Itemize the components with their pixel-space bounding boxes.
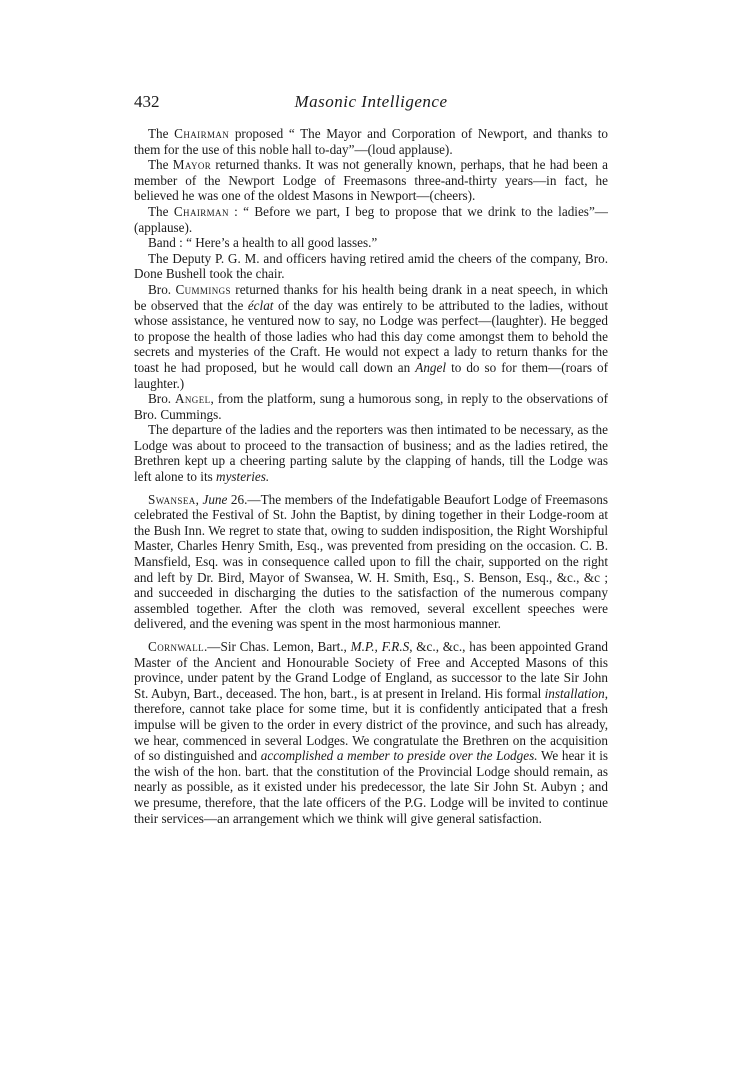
speaker-name: Cornwall (148, 639, 204, 654)
page-header (134, 92, 608, 118)
italic-text: June (202, 491, 228, 507)
text-segment: to do so for them—(roars of laughter.) (134, 359, 609, 391)
text-segment: , therefore, cannot take place for some time, but it is confidently anticipated that a fresh impulse will be given to the order in every district of the province, and such has already, we hear, commenced in several Lodges. We congratulate the Brethren on the acquisition of so distinguished and (134, 685, 608, 764)
italic-text: installation (544, 685, 605, 701)
paragraph-p7 (134, 391, 608, 422)
text-segment: Bro. (148, 281, 176, 297)
text-segment: proposed “ The Mayor and Corporation of Newport, and thanks to them for the use of this noble hall to-day”—(loud applause). (134, 126, 608, 157)
paragraph-p6 (134, 282, 608, 391)
speaker-name: Swansea (148, 491, 196, 507)
text-segment: , from the platform, sung a humorous song, in reply to the observations of Bro. Cummings. (134, 391, 609, 422)
speaker-name: Mayor (172, 157, 212, 173)
text-segment: returned thanks for his health being drank in a neat speech, in which be observed that the (134, 281, 608, 313)
text-segment: The (148, 126, 175, 141)
text-segment: .—Sir Chas. Lemon, Bart., (204, 639, 351, 654)
running-title: Masonic Intelligence (294, 92, 448, 111)
paragraph-p5 (134, 251, 608, 282)
italic-text: Angel (415, 359, 447, 375)
text-segment: , (195, 491, 203, 507)
page-number: 432 (134, 92, 160, 111)
text-segment: The (148, 157, 173, 173)
paragraph-p9 (134, 492, 608, 632)
speaker-name: Chairman (173, 203, 229, 219)
italic-text: M.P., F.R.S (350, 639, 410, 654)
article-body (134, 126, 608, 826)
text-segment: of the day was entirely to be attributed to the ladies, without whose assistance, he ventured now to say, no Lodge was perfect—(laughter). He begged to propose the health of those ladies who had this day come amongst them to behold the secrets and mysteries of the Craft. He would not expect a lady to return thanks for the toast he had proposed, but he would call down an (134, 297, 608, 375)
paragraph-p3 (134, 204, 608, 235)
text-segment: The departure of the ladies and the reporters was then intimated to be necessary, as the Lodge was about to proceed to the transaction of business; and as the ladies retired, the Brethren kept up a cheering parting salute by the clapping of hands, till the Lodge was left alone to its (134, 422, 608, 485)
speaker-name: Cummings (175, 281, 231, 297)
speaker-name: Angel (174, 391, 211, 407)
paragraph-p8 (134, 422, 608, 484)
paragraph-p4 (134, 235, 608, 251)
italic-text: éclat (247, 297, 274, 313)
text-segment: returned thanks. It was not generally known, perhaps, that he had been a member of the Newport Lodge of Freemasons three-and-thirty years—in fact, he believed he was one of the oldest Masons in Newport—(cheers). (134, 157, 608, 204)
paragraph-p2 (134, 157, 608, 204)
italic-text: accomplished a member to preside over the Lodges. (260, 748, 538, 764)
text-segment: 26.—The members of the Indefatigable Beaufort Lodge of Freemasons celebrated the Festival of St. John the Baptist, by dining together in their Lodge-room at the Bush Inn. We regret to state that, owing to sudden indisposition, the Right Worshipful Master, Charles Henry Smith, Esq., was prevented from presiding on the occasion. C. B. Mansfield, Esq. was in consequence called upon to fill the chair, supported on the right and left by Dr. Bird, Mayor of Swansea, W. H. Smith, Esq., S. Benson, Esq., &c., &c ; and succeeded in discharging the duties to the satisfaction of the numerous company assembled together. After the cloth was removed, several excellent speeches were delivered, and the evening was spent in the most harmonious manner. (134, 491, 609, 632)
paragraph-p10 (134, 639, 608, 826)
document-page (134, 92, 608, 826)
text-segment: We hear it is the wish of the hon. bart. that the constitution of the Provincial Lodge should remain, as nearly as possible, as it existed under his predecessor, the late Sir John St. Aubyn ; and we presume, therefore, that the late officers of the P.G. Lodge will be invited to continue their services—an arrangement which we think will give general satisfaction. (134, 748, 608, 826)
text-segment: Bro. (148, 391, 175, 407)
text-segment: Band : “ Here’s a health to all good lasses.” (148, 235, 378, 251)
italic-text: mysteries. (216, 469, 270, 485)
text-segment: The Deputy P. G. M. and officers having retired amid the cheers of the company, Bro. Done Bushell took the chair. (134, 250, 608, 282)
text-segment: : “ Before we part, I beg to propose that we drink to the ladies”—(applause). (134, 203, 608, 235)
paragraph-p1 (134, 126, 608, 157)
speaker-name: Chairman (174, 126, 230, 141)
text-segment: The (148, 203, 174, 219)
text-segment: , &c., &c., has been appointed Grand Master of the Ancient and Honourable Society of Free and Accepted Masons of this province, under patent by the Grand Lodge of England, as successor to the late Sir John St. Aubyn, Bart., deceased. The hon, bart., is at present in Ireland. His formal (134, 639, 609, 701)
